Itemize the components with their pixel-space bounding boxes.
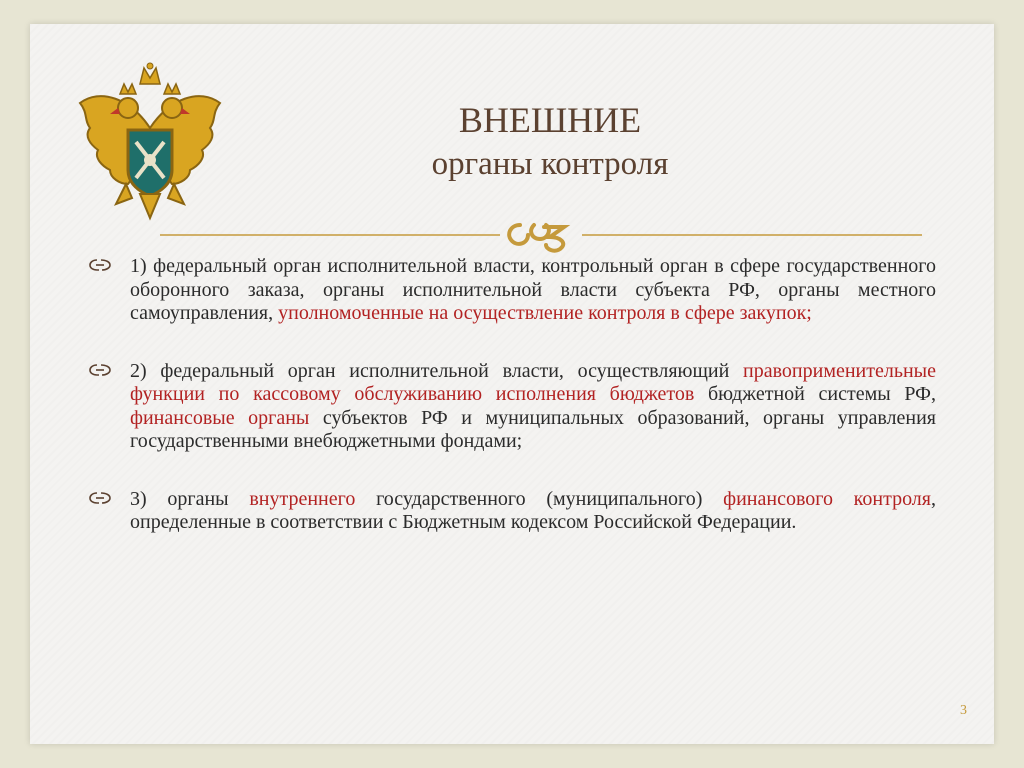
body-text: , определенные в соответствии с Бюджетным кодексом Российской Федерации. bbox=[130, 487, 936, 533]
slide bbox=[30, 24, 994, 744]
list-item bbox=[88, 360, 936, 454]
list-item-text bbox=[130, 255, 936, 326]
list-item-text bbox=[130, 488, 936, 535]
body-text: 2) федеральный орган исполнительной власти, осуществляющий bbox=[130, 359, 744, 382]
body-text: бюджетной системы РФ, bbox=[694, 383, 936, 405]
highlighted-text: финансового контроля bbox=[723, 487, 931, 510]
body-text: государственного (муниципального) bbox=[355, 487, 724, 510]
link-bullet-icon bbox=[88, 490, 114, 506]
highlighted-text: финансовые органы bbox=[130, 406, 310, 429]
body-text: 3) органы bbox=[130, 487, 250, 510]
body-text: 1) федеральный орган исполнительной власти, контрольный орган в сфере государственного оборонного заказа, органы исполнительной власти субъекта РФ, органы местного самоуправления, bbox=[130, 255, 936, 324]
ornament-icon bbox=[509, 225, 564, 251]
highlighted-text: уполномоченные на осуществление контроля в сфере закупок; bbox=[278, 302, 812, 324]
page-title bbox=[300, 98, 800, 186]
link-bullet-icon bbox=[88, 257, 114, 273]
list-item bbox=[88, 255, 936, 326]
double-headed-eagle-emblem-icon bbox=[70, 58, 230, 228]
body-text: субъектов РФ и муниципальных образований, органы управления государственными внебюджетными фондами; bbox=[130, 406, 936, 452]
highlighted-text: внутреннего bbox=[249, 487, 356, 510]
title-line-2: органы контроля bbox=[431, 146, 669, 182]
link-bullet-icon bbox=[88, 362, 114, 378]
item-list bbox=[88, 255, 936, 569]
page-number: 3 bbox=[960, 703, 967, 718]
list-item-text bbox=[130, 360, 936, 454]
title-divider bbox=[160, 215, 922, 255]
highlighted-text: правоприменительные функции по кассовому обслуживанию исполнения бюджетов bbox=[130, 359, 936, 405]
title-line-1: ВНЕШНИЕ bbox=[458, 100, 642, 140]
list-item bbox=[88, 488, 936, 535]
